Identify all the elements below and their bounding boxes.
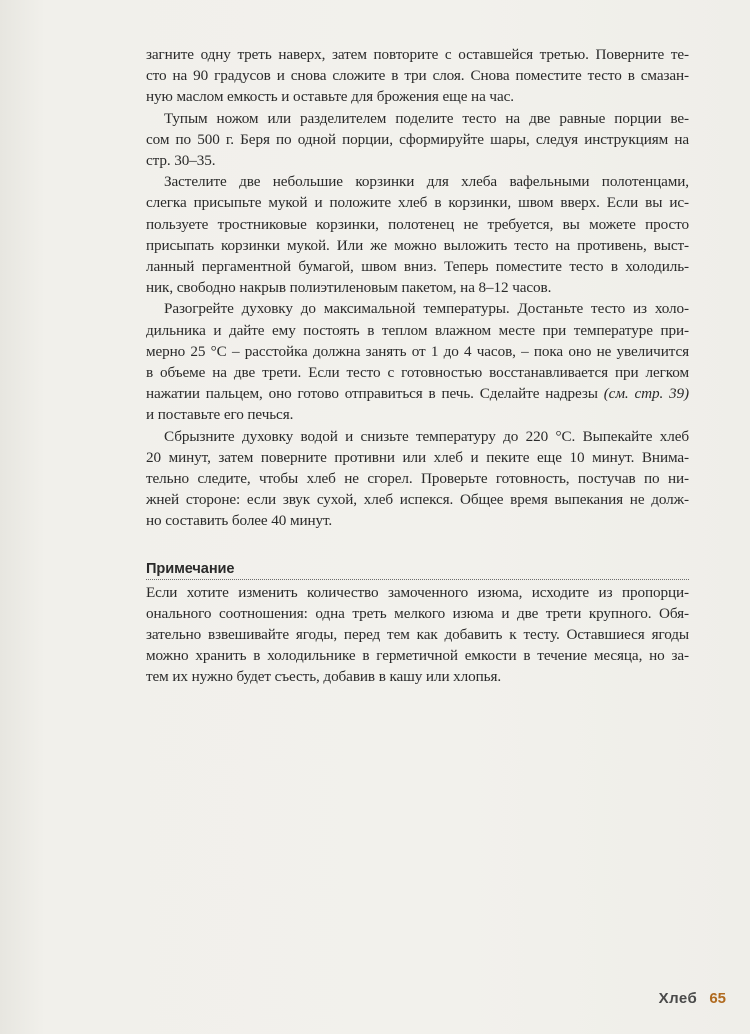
text-line: ную маслом емкость и оставьте для брожения еще на час. [146, 88, 514, 106]
text-line: можно хранить в холодильнике в герметичной емкости в течение месяца, но за- [146, 647, 689, 665]
page-reference: (см. стр. 39) [603, 385, 689, 403]
text-line: сом по 500 г. Беря по одной порции, сформируйте шары, следуя инструкциям на [146, 130, 689, 148]
text-line: Застелите две небольшие корзинки для хлеба вафельными полотенцами, [164, 173, 689, 191]
text-line: онального соотношения: одна треть мелкого изюма и две трети крупного. Обя- [146, 604, 689, 622]
note-heading: Примечание [146, 560, 235, 577]
note-paragraph [146, 582, 689, 688]
text-line: зательно взвешивайте ягоды, перед тем как добавить к тесту. Оставшиеся ягоды [146, 626, 689, 644]
text-line: Тупым ножом или разделителем поделите тесто на две равные порции ве- [164, 109, 689, 127]
page-footer [659, 990, 726, 1007]
text-line: мерно 25 °C – расстойка должна занять от 1 до 4 часов, – пока оно не увеличится [146, 342, 689, 360]
section-title: Хлеб [658, 990, 698, 1007]
note-divider [146, 579, 689, 580]
body-text [146, 44, 689, 688]
text-line: дильника и дайте ему постоять в теплом влажном месте при температуре при- [146, 321, 689, 339]
paragraph-5 [146, 426, 689, 532]
paragraph-4 [146, 298, 689, 425]
text-line: и поставьте его печься. [146, 406, 294, 424]
text-line: стр. 30–35. [146, 152, 216, 170]
text-fragment: нажатии пальцем, оно готово отправиться в печь. Сделайте надрезы [146, 385, 598, 403]
text-line: но составить более 40 минут. [146, 512, 333, 530]
text-line: ник, свободно накрыв полиэтиленовым пакетом, на 8–12 часов. [146, 279, 552, 297]
text-line: тем их нужно будет съесть, добавив в кашу или хлопья. [146, 668, 502, 686]
text-line: 20 минут, затем поверните противни или хлеб и пеките еще 10 минут. Внима- [146, 448, 689, 466]
text-line: слегка присыпьте мукой и положите хлеб в корзинки, швом вверх. Если вы ис- [146, 194, 689, 212]
text-line: присыпать корзинки мукой. Или же можно выложить тесто на противень, выст- [146, 236, 689, 254]
text-line: жней стороне: если звук сухой, хлеб испекся. Общее время выпекания не долж- [146, 491, 689, 509]
text-line: тельно следите, чтобы хлеб не сгорел. Проверьте готовность, постучав по ни- [146, 470, 689, 488]
text-line: в объеме на две трети. Если тесто с готовностью восстанавливается при легком [146, 364, 689, 382]
text-line-with-ref [146, 383, 689, 404]
text-line: Сбрызните духовку водой и снизьте температуру до 220 °C. Выпекайте хлеб [164, 427, 689, 445]
text-line: ланный пергаментной бумагой, швом вниз. Теперь поместите тесто в холодиль- [146, 258, 689, 276]
paragraph-2 [146, 108, 689, 172]
text-line: загните одну треть наверх, затем повторите с оставшейся третью. Поверните те- [146, 46, 689, 63]
paragraph-1 [146, 44, 689, 108]
page-number: 65 [709, 990, 726, 1007]
text-line: пользуете тростниковые корзинки, полотенец не требуется, вы можете просто [146, 215, 689, 233]
paragraph-3 [146, 171, 689, 298]
text-line: сто на 90 градусов и снова сложите в три слоя. Снова поместите тесто в смазан- [146, 67, 689, 85]
text-line: Разогрейте духовку до максимальной температуры. Достаньте тесто из холо- [164, 300, 689, 318]
text-line: Если хотите изменить количество замоченного изюма, исходите из пропорци- [146, 583, 689, 601]
